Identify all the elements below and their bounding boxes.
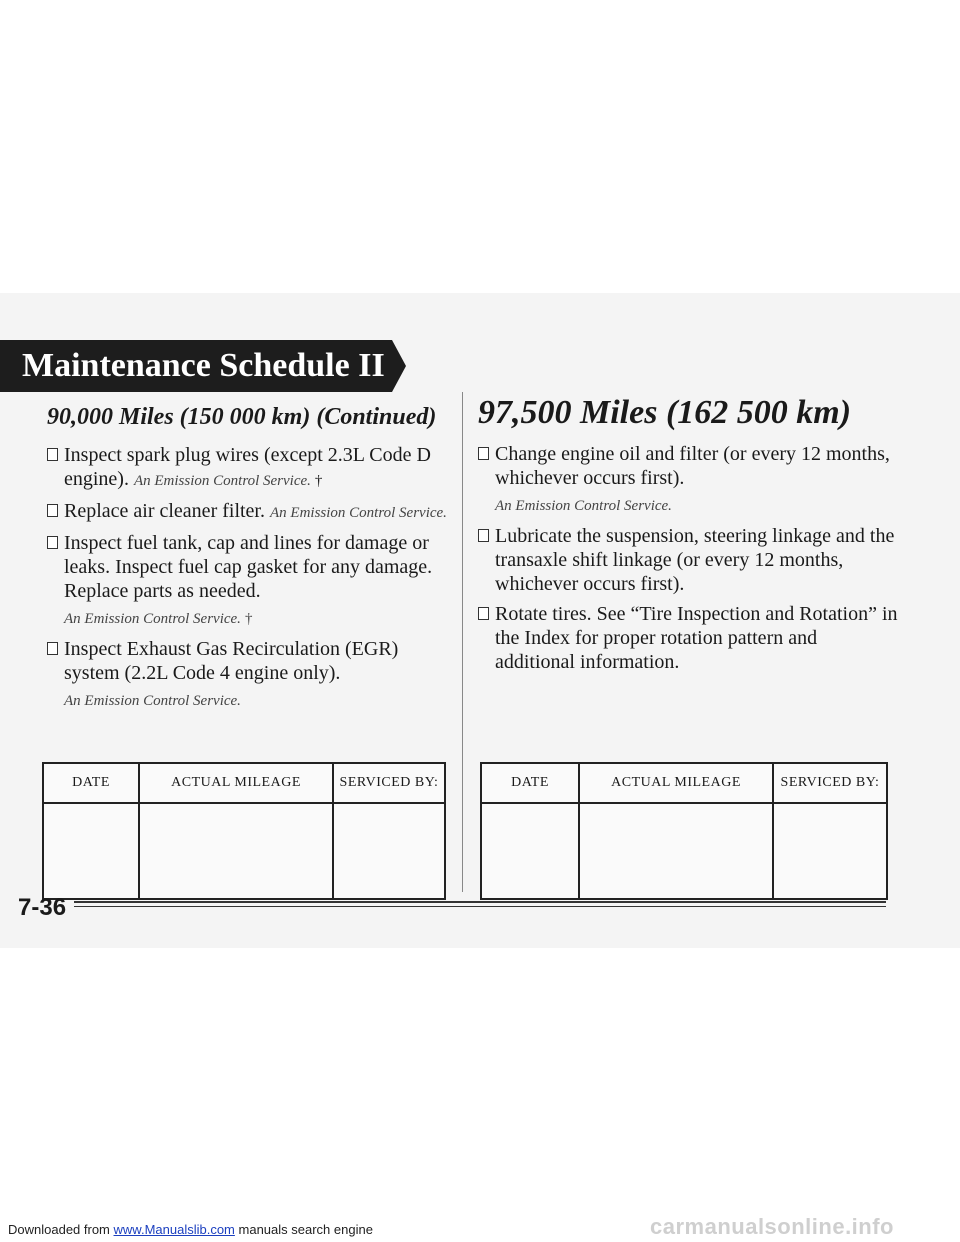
checkbox[interactable] xyxy=(478,447,489,460)
checklist-item xyxy=(47,499,447,525)
footer-rule xyxy=(74,901,886,903)
item-text: Inspect Exhaust Gas Recirculation (EGR) system (2.2L Code 4 engine only). xyxy=(64,638,399,684)
download-notice xyxy=(8,1222,373,1237)
left-heading: 90,000 Miles (150 000 km) (Continued) xyxy=(47,404,437,430)
checkbox[interactable] xyxy=(478,607,489,620)
page-number: 7-36 xyxy=(18,894,67,921)
item-text: Change engine oil and filter (or every 12 months, whichever occurs first). xyxy=(495,443,890,489)
mileage-cell[interactable] xyxy=(139,803,333,899)
section-banner xyxy=(0,340,392,392)
banner-title: Maintenance Schedule II xyxy=(22,347,385,384)
item-note: An Emission Control Service. xyxy=(64,693,241,709)
col-actual-mileage: ACTUAL MILEAGE xyxy=(579,763,773,803)
checkbox[interactable] xyxy=(47,536,58,549)
checklist-item xyxy=(47,637,447,713)
checklist-item xyxy=(478,602,898,674)
mileage-cell[interactable] xyxy=(579,803,773,899)
item-note: An Emission Control Service. xyxy=(270,505,447,521)
checklist-item xyxy=(47,531,447,631)
dagger-mark: † xyxy=(314,473,323,489)
col-date: DATE xyxy=(43,763,139,803)
watermark: carmanualsonline.info xyxy=(650,1214,894,1239)
serviced-by-cell[interactable] xyxy=(333,803,445,899)
col-serviced-by: SERVICED BY: xyxy=(333,763,445,803)
right-heading: 97,500 Miles (162 500 km) xyxy=(478,394,852,431)
service-log-table-right xyxy=(480,762,888,900)
checkbox[interactable] xyxy=(47,642,58,655)
checklist-item xyxy=(47,443,447,493)
checklist-item xyxy=(478,524,898,596)
item-note: An Emission Control Service. xyxy=(495,498,672,514)
service-log-table-left xyxy=(42,762,446,900)
item-note: An Emission Control Service. † xyxy=(64,611,253,627)
col-actual-mileage: ACTUAL MILEAGE xyxy=(139,763,333,803)
serviced-by-cell[interactable] xyxy=(773,803,887,899)
item-text: Lubricate the suspension, steering linkage and the transaxle shift linkage (or every 12 months, whichever occurs first). xyxy=(495,525,895,595)
checkbox[interactable] xyxy=(47,448,58,461)
col-serviced-by: SERVICED BY: xyxy=(773,763,887,803)
download-prefix: Downloaded from xyxy=(8,1222,110,1237)
date-cell[interactable] xyxy=(481,803,579,899)
date-cell[interactable] xyxy=(43,803,139,899)
manualslib-link[interactable]: www.Manualslib.com xyxy=(113,1222,235,1237)
item-text: Inspect fuel tank, cap and lines for damage or leaks. Inspect fuel cap gasket for any damage. Replace parts as needed. xyxy=(64,532,433,602)
item-text: Rotate tires. See “Tire Inspection and Rotation” in the Index for proper rotation pattern and additional information. xyxy=(495,603,898,673)
checklist-item xyxy=(478,442,898,518)
left-column xyxy=(47,404,447,719)
download-suffix: manuals search engine xyxy=(238,1222,373,1237)
item-text: Replace air cleaner filter. xyxy=(64,500,265,522)
dagger-mark: † xyxy=(244,611,253,627)
footer-rule xyxy=(74,906,886,907)
checkbox[interactable] xyxy=(47,504,58,517)
item-text: Inspect spark plug wires (except 2.3L Code D engine). xyxy=(64,444,431,490)
column-divider xyxy=(462,392,463,892)
checkbox[interactable] xyxy=(478,529,489,542)
col-date: DATE xyxy=(481,763,579,803)
item-note: An Emission Control Service. xyxy=(133,473,311,489)
right-column xyxy=(478,394,898,680)
